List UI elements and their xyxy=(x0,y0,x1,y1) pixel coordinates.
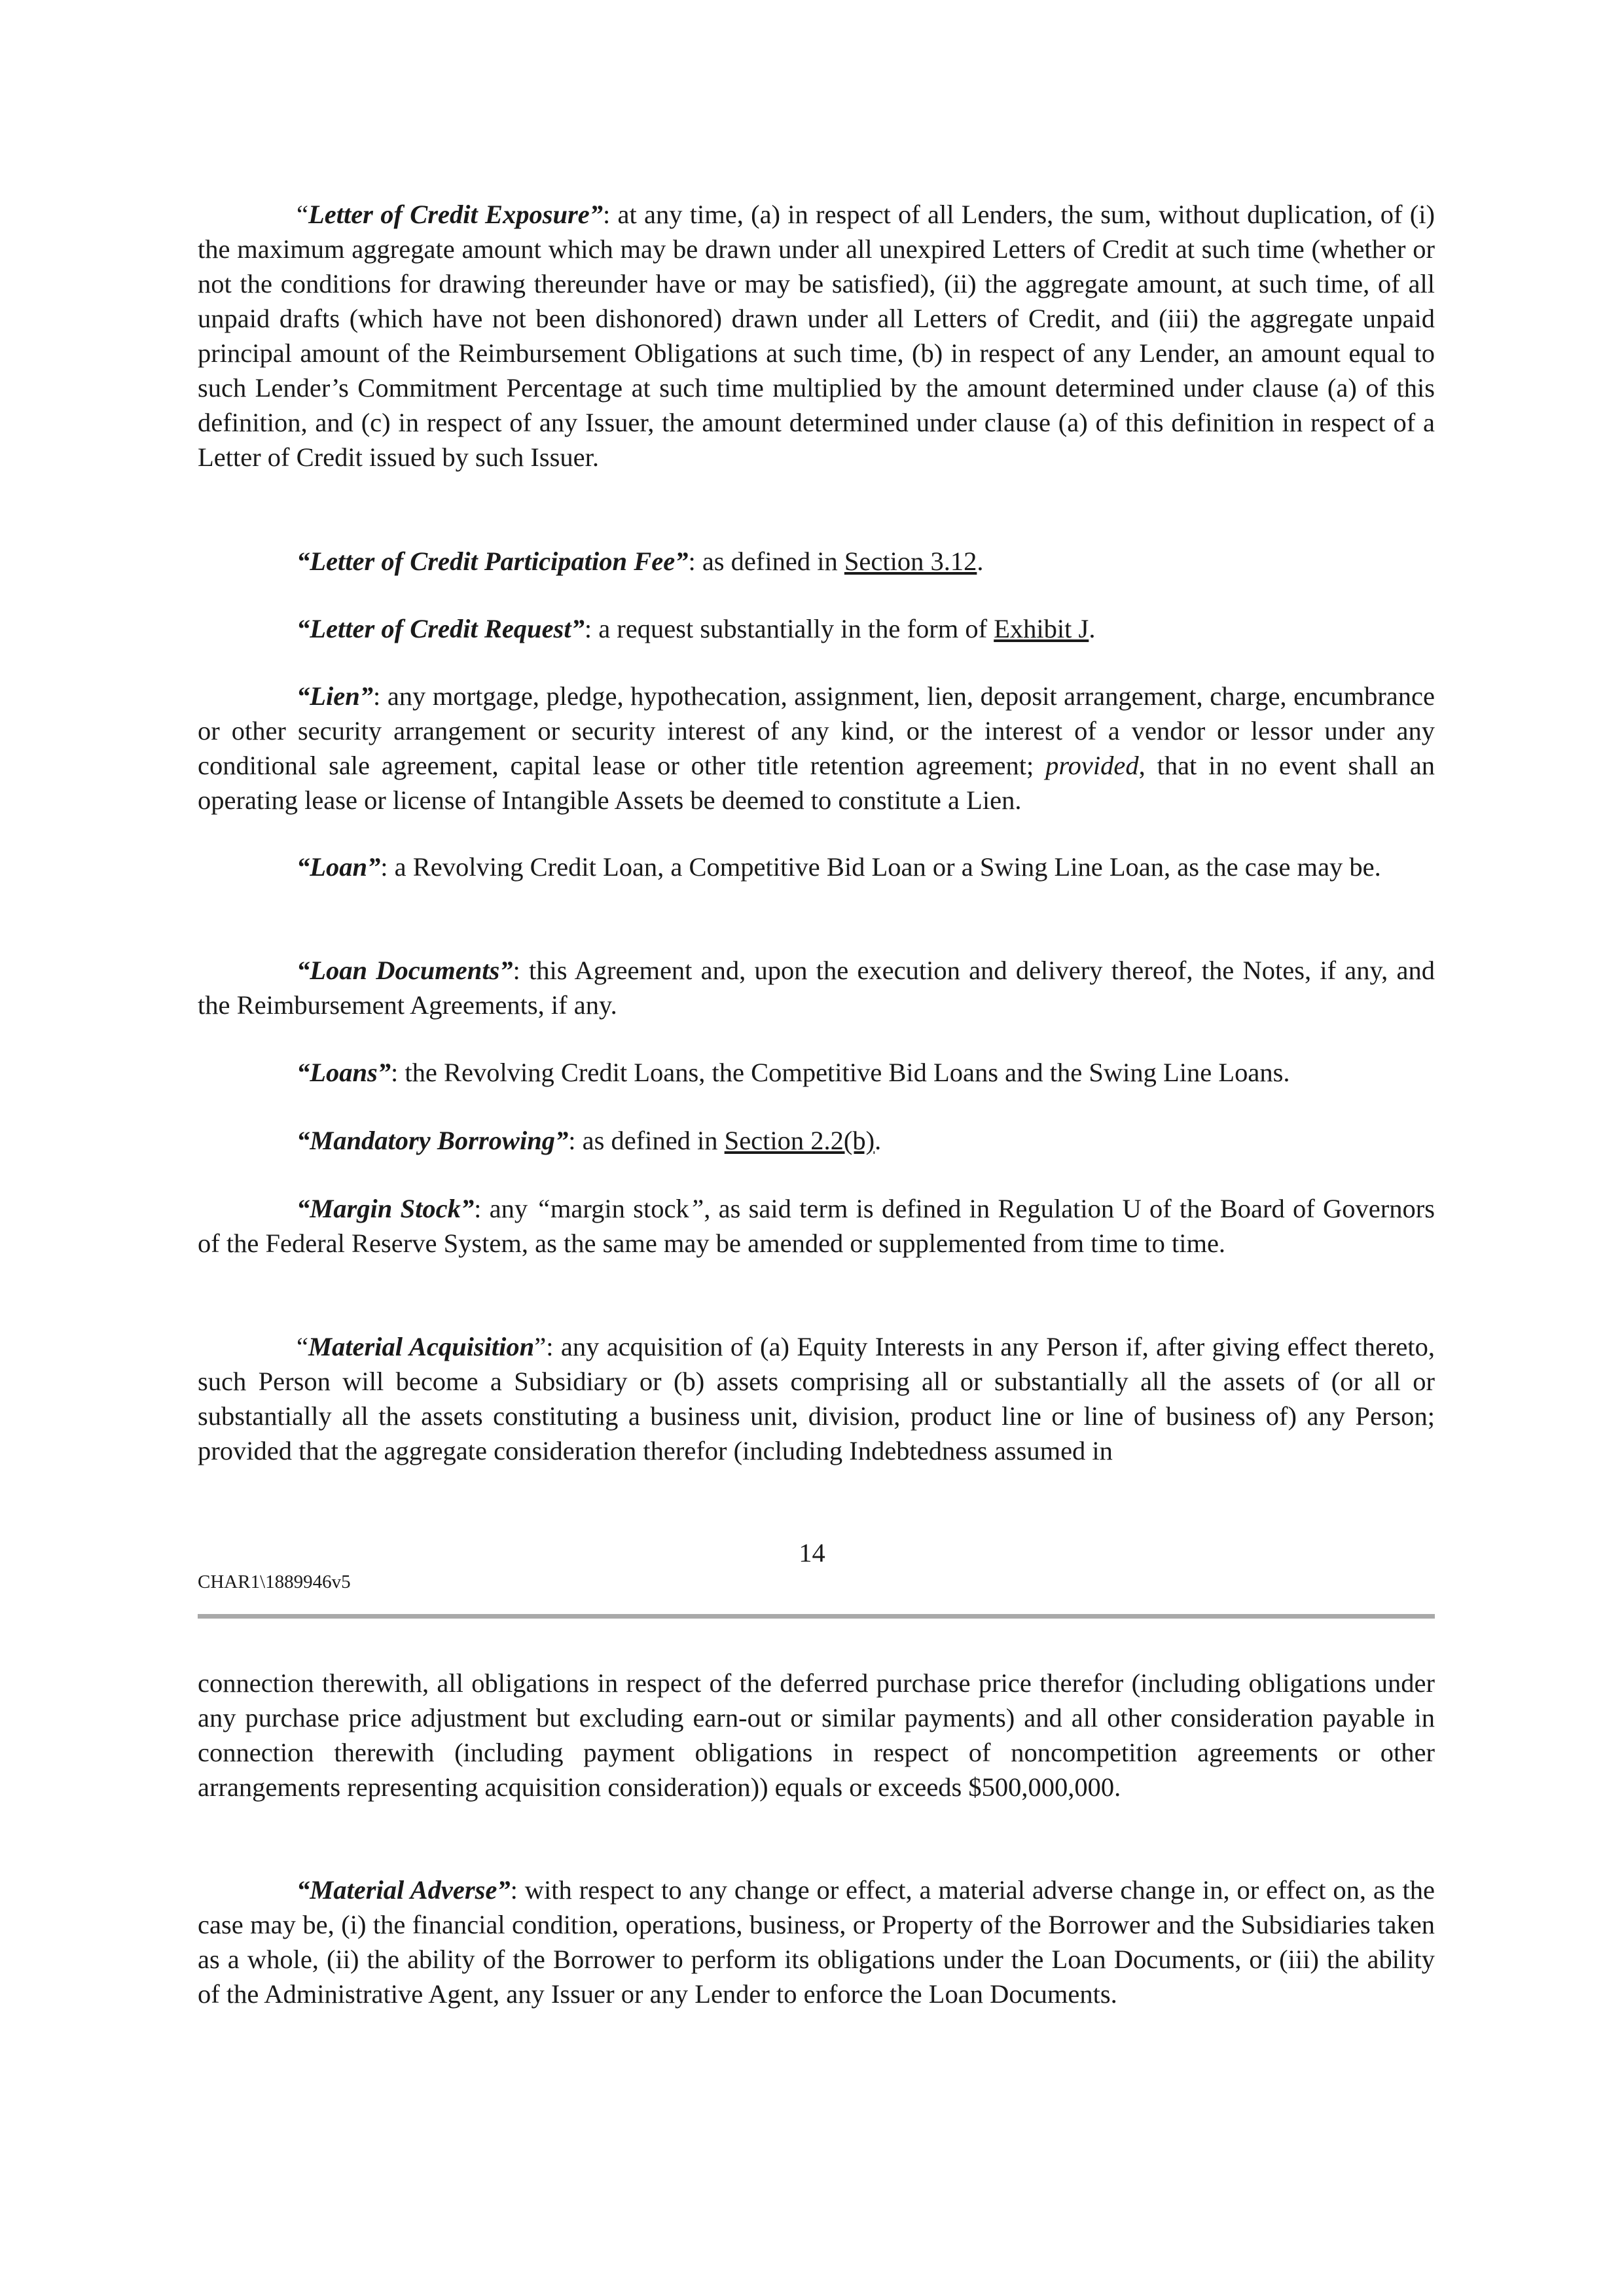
definition-text: : as defined in xyxy=(568,1126,725,1155)
term-open-quote: “ xyxy=(297,1332,308,1361)
term-close-quote: ” xyxy=(534,1332,547,1361)
definition-text: : at any time, (a) in respect of all Lenders, the sum, without duplication, of (i) the maximum aggregate amount which may be drawn under all unexpired Letters of Credit at such time (whether or not the conditions for drawing thereunder have or may be satisfied), (ii) the aggregate amount, at such time, of all unpaid drafts (which have not been dishonored) drawn under all Letters of Credit, and (iii) the aggregate unpaid principal amount of the Reimbursement Obligations at such time, (b) in respect of any Lender, an amount equal to such Lender’s Commitment Percentage at such time multiplied by the amount determined under clause (a) of this definition, and (c) in respect of any Issuer, the amount determined under clause (a) of this definition in respect of a Letter of Credit issued by such Issuer. xyxy=(198,200,1435,472)
section-reference-link[interactable]: Section 2.2(b) xyxy=(724,1126,875,1155)
close-quote: ” xyxy=(689,1194,704,1223)
definition-loan xyxy=(198,850,1435,884)
defined-term: “Mandatory Borrowing” xyxy=(297,1126,569,1155)
quoted-phrase: margin stock xyxy=(550,1194,689,1223)
defined-term: Letter of Credit Exposure” xyxy=(308,200,603,229)
defined-term: “Loan Documents” xyxy=(297,956,513,985)
definition-text: : any mortgage, pledge, hypothecation, assignment, lien, deposit arrangement, charge, encumbrance or other security arrangement or security interest of any kind, or the interest of a vendor or lessor under any conditional sale agreement, capital lease or other title retention agreement; xyxy=(198,681,1435,780)
definition-lien xyxy=(198,679,1435,817)
defined-term: “Loans” xyxy=(297,1058,391,1087)
definition-tail: . xyxy=(875,1126,882,1155)
term-open-quote: “ xyxy=(297,200,308,229)
definition-continuation xyxy=(198,1666,1435,1804)
defined-term: Material Acquisition xyxy=(308,1332,535,1361)
definition-text: : this Agreement and, upon the execution and delivery thereof, the Notes, if any, and the Reimbursement Agreements, if any. xyxy=(198,956,1435,1020)
definition-loan-documents xyxy=(198,953,1435,1022)
defined-term: “Material Adverse” xyxy=(297,1875,511,1905)
definition-letter-of-credit-participation-fee xyxy=(198,544,1435,579)
document-id: CHAR1\1889946v5 xyxy=(198,1571,351,1592)
definition-text: : the Revolving Credit Loans, the Competitive Bid Loans and the Swing Line Loans. xyxy=(391,1058,1290,1087)
defined-term: “Lien” xyxy=(297,681,373,711)
defined-term: “Margin Stock” xyxy=(297,1194,475,1223)
definition-text: : a Revolving Credit Loan, a Competitive Bid Loan or a Swing Line Loan, as the case may be. xyxy=(380,852,1381,882)
defined-term: “Loan” xyxy=(297,852,381,882)
section-reference-link[interactable]: Section 3.12 xyxy=(844,547,977,576)
definition-material-acquisition xyxy=(198,1329,1435,1468)
provided-emphasis: provided xyxy=(1045,751,1139,780)
definition-tail: , that in no event shall an operating lease or license of Intangible Assets be deemed to constitute a Lien. xyxy=(198,751,1435,815)
definition-text: connection therewith, all obligations in respect of the deferred purchase price therefor (including obligations under any purchase price adjustment but excluding earn-out or similar payments) and all other consideration payable in connection therewith (including payment obligations in respect of noncompetition agreements or other arrangements representing acquisition consideration)) equals or exceeds $500,000,000. xyxy=(198,1668,1435,1802)
definition-tail: . xyxy=(977,547,984,576)
definition-loans xyxy=(198,1055,1435,1090)
definition-tail: , as said term is defined in Regulation U of the Board of Governors of the Federal Reserve System, as the same may be amended or supplemented from time to time. xyxy=(198,1194,1435,1258)
defined-term: “Letter of Credit Participation Fee” xyxy=(297,547,689,576)
definition-tail: . xyxy=(1089,614,1096,643)
definition-letter-of-credit-request xyxy=(198,611,1435,646)
definition-mandatory-borrowing xyxy=(198,1123,1435,1158)
exhibit-reference-link[interactable]: Exhibit J xyxy=(994,614,1089,643)
definition-letter-of-credit-exposure xyxy=(198,197,1435,475)
definition-text: : as defined in xyxy=(688,547,844,576)
definition-margin-stock xyxy=(198,1191,1435,1261)
open-quote: “ xyxy=(535,1194,550,1223)
defined-term: “Letter of Credit Request” xyxy=(297,614,585,643)
definition-text: : any acquisition of (a) Equity Interests in any Person if, after giving effect thereto, such Person will become a Subsidiary or (b) assets comprising all or substantially all the assets of (or all or substantially all the assets constituting a business unit, division, product line or line of business of) any Person; provided that the aggregate consideration therefor (including Indebtedness assumed in xyxy=(198,1332,1435,1465)
page-number: 14 xyxy=(799,1538,825,1568)
definition-text: : any xyxy=(474,1194,536,1223)
definition-text: : with respect to any change or effect, a material adverse change in, or effect on, as the case may be, (i) the financial condition, operations, business, or Property of the Borrower and the Subsidiaries taken as a whole, (ii) the ability of the Borrower to perform its obligations under the Loan Documents, or (iii) the ability of the Administrative Agent, any Issuer or any Lender to enforce the Loan Documents. xyxy=(198,1875,1435,2009)
page-divider xyxy=(198,1614,1435,1619)
definition-text: : a request substantially in the form of xyxy=(584,614,994,643)
definition-material-adverse xyxy=(198,1873,1435,2011)
